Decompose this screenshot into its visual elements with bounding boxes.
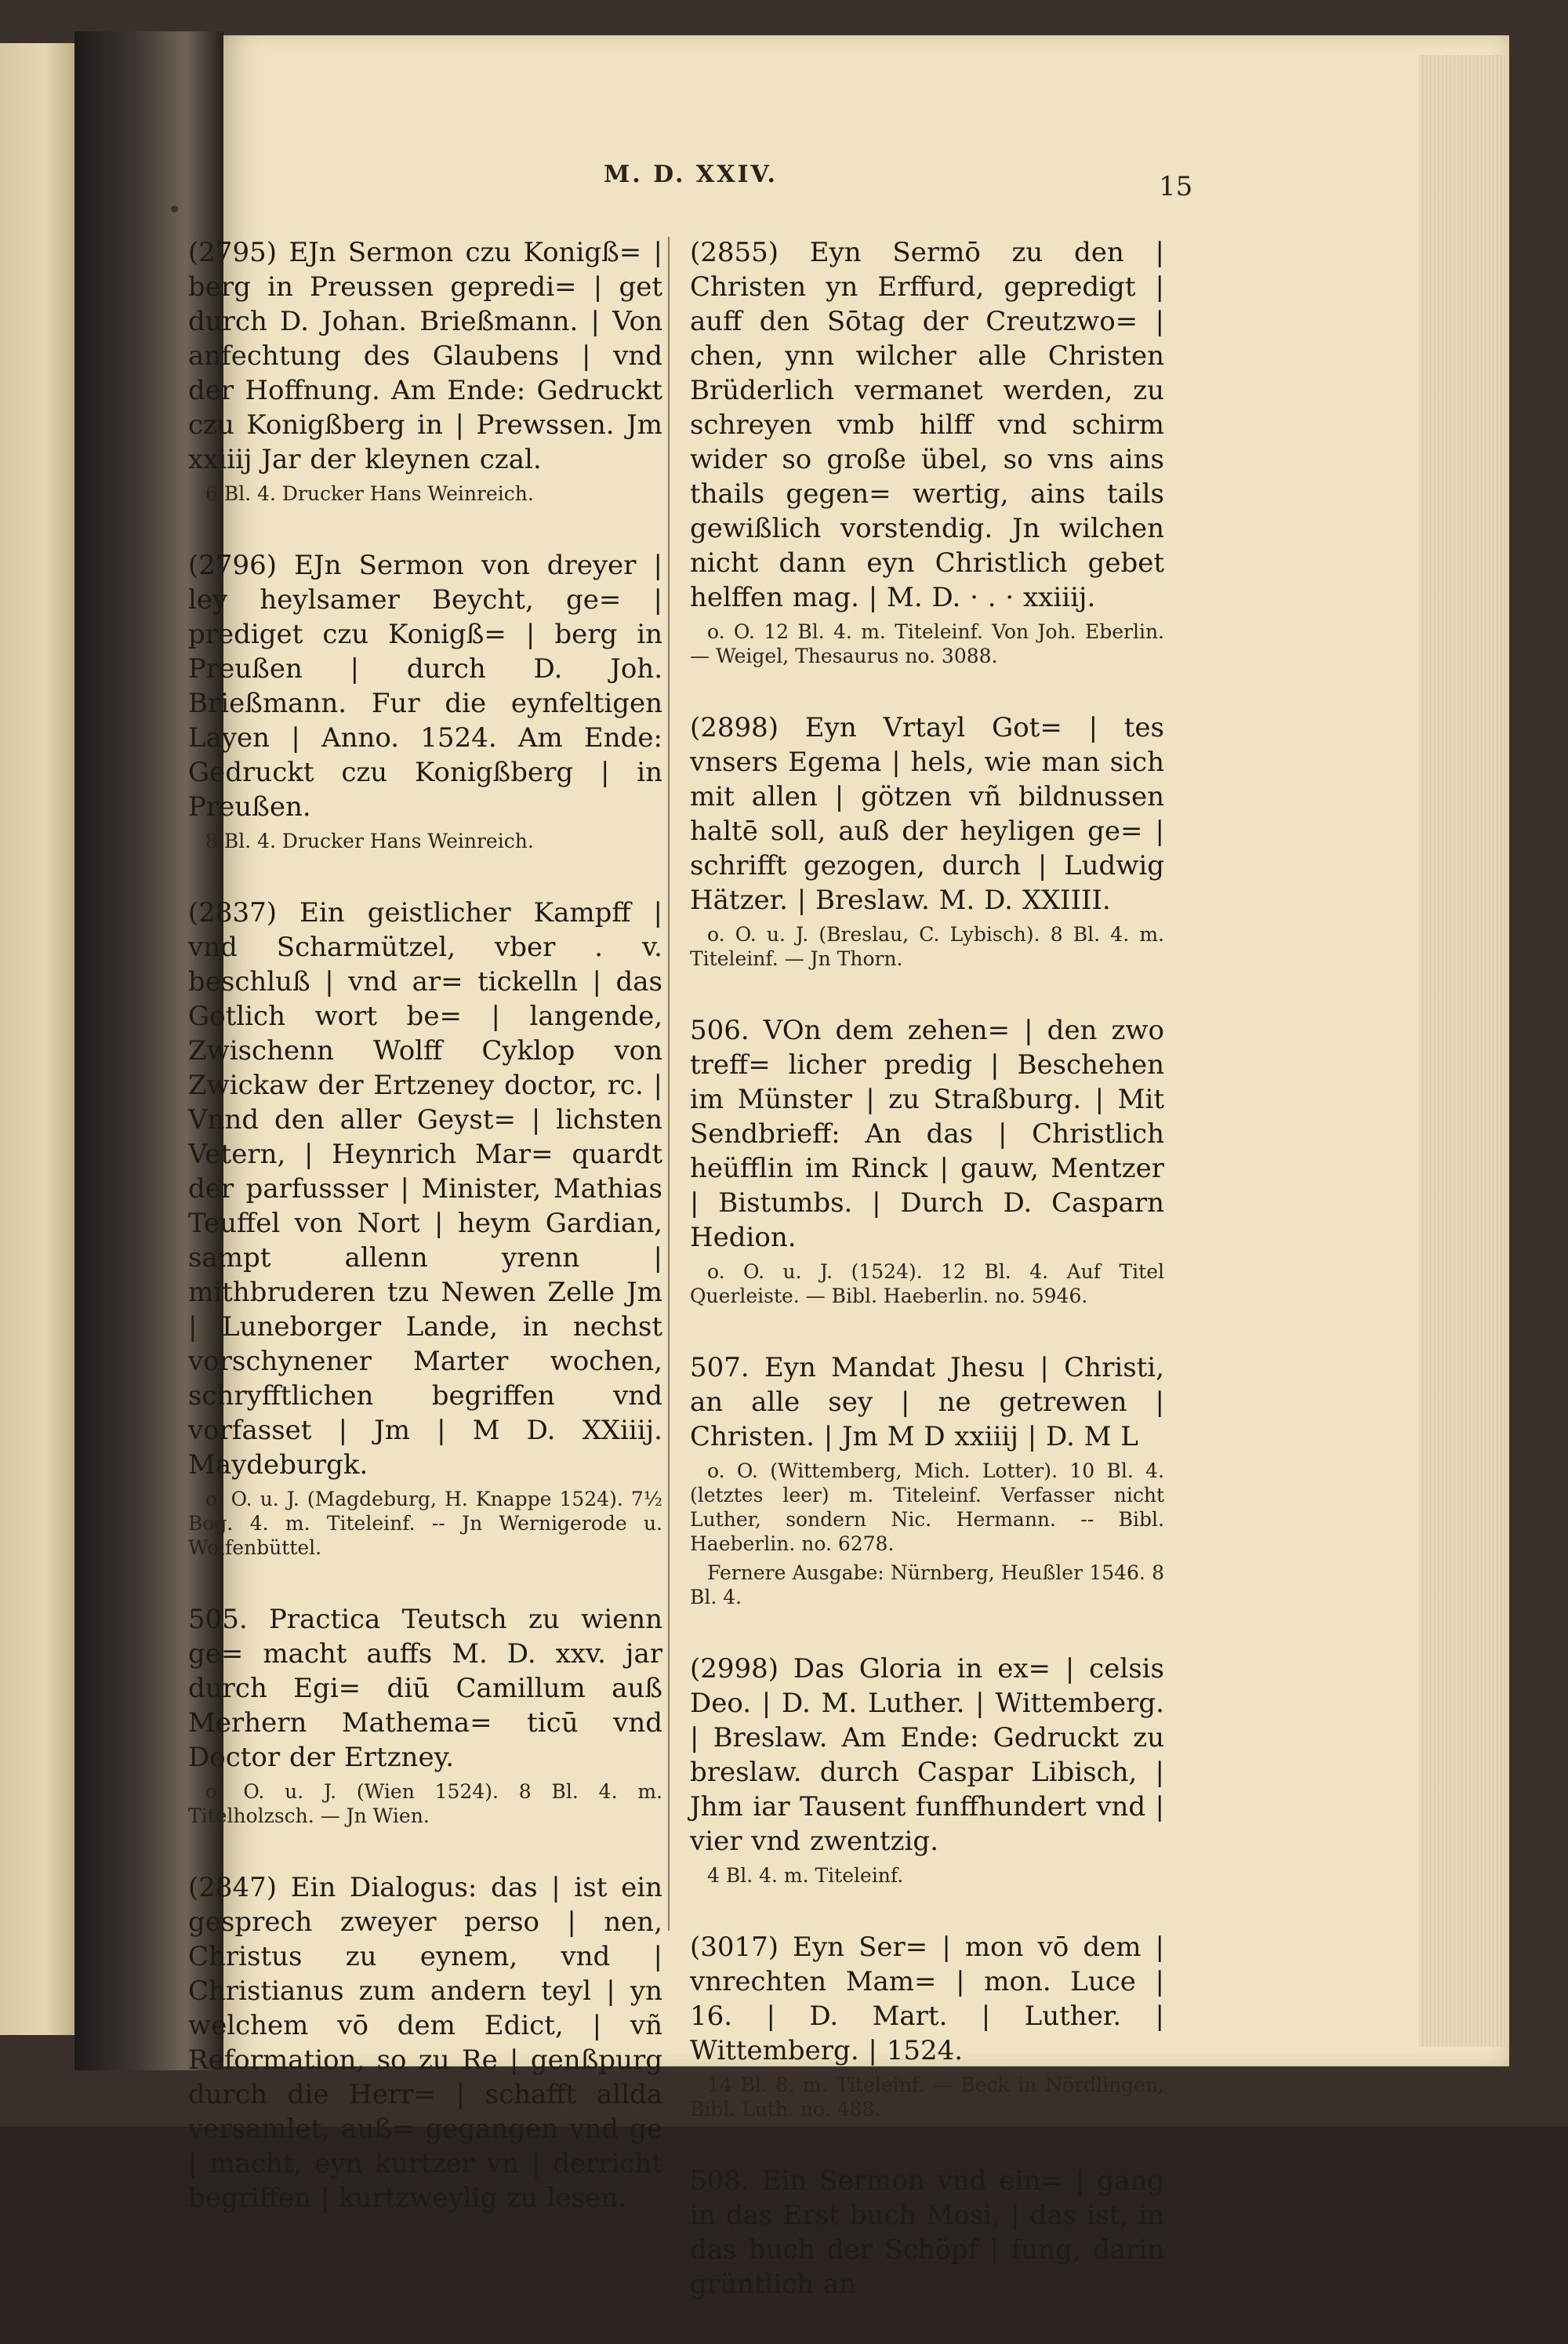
entry-note: o. O. 12 Bl. 4. m. Titeleinf. Von Joh. Eberlin. — Weigel, Thesaurus no. 3088.	[690, 620, 1164, 667]
page-edges	[1419, 55, 1505, 2047]
entry-text: 508. Ein Sermon vnd ein= | gang in das Erst buch Mosi, | das ist, in das buch der Schöpf | fung, darin grüntlich an	[690, 2165, 1164, 2300]
entry-506	[690, 1013, 1164, 1308]
entry-text: (2796) EJn Sermon von dreyer | ley heylsamer Beycht, ge= | prediget czu Konigß= | berg in Preußen | durch D. Joh. Brießmann. Fur die eynfeltigen Layen | Anno. 1524. Am Ende: Gedruckt czu Konigßberg | in Preußen.	[188, 550, 662, 823]
entry-text: (3017) Eyn Ser= | mon vō dem | vnrechten Mam= | mon. Luce | 16. | D. Mart. | Luther. | Wittemberg. | 1524.	[690, 1932, 1164, 2066]
ink-dot	[171, 205, 178, 213]
entry-505	[188, 1602, 662, 1828]
column-rule	[668, 237, 670, 1931]
entry-text: 507. Eyn Mandat Jhesu | Christi, an alle sey | ne getrewen | Christen. | Jm M D xxiiij | D. M L	[690, 1352, 1164, 1452]
entry-note: o. O. (Wittemberg, Mich. Lotter). 10 Bl. 4. (letztes leer) m. Titeleinf. Verfasser nicht Luther, sondern Nic. Hermann. -- Bibl. Haeberlin. no. 6278.	[690, 1459, 1164, 1555]
entry-507	[690, 1350, 1164, 1609]
running-title: M. D. XXIV.	[604, 161, 778, 188]
entry-note: o. O. u. J. (Magdeburg, H. Knappe 1524). 7½ Bog. 4. m. Titeleinf. -- Jn Wernigerode u. Wolfenbüttel.	[188, 1488, 662, 1559]
page-number: 15	[1159, 171, 1193, 202]
entry-note: 14 Bl. 8. m. Titeleinf. — Beck in Nördlingen, Bibl. Luth. no. 488.	[690, 2073, 1164, 2121]
entry-note: 6 Bl. 4. Drucker Hans Weinreich.	[205, 482, 534, 505]
entry-3017	[690, 1930, 1164, 2121]
entry-note: o. O. u. J. (Breslau, C. Lybisch). 8 Bl. 4. m. Titeleinf. — Jn Thorn.	[690, 923, 1164, 970]
entry-note: o. O. u. J. (1524). 12 Bl. 4. Auf Titel Querleiste. — Bibl. Haeberlin. no. 5946.	[690, 1260, 1164, 1307]
entry-508	[690, 2164, 1164, 2302]
entry-text: 505. Practica Teutsch zu wienn ge= macht auffs M. D. xxv. jar durch Egi= diū Camillum auß Merhern Mathema= ticū vnd Doctor der Ertzney.	[188, 1604, 662, 1773]
entry-2898	[690, 710, 1164, 971]
facing-page-edge	[0, 43, 74, 2035]
left-column	[188, 235, 662, 2311]
entry-note: 6 Bl. 4. m. Titeleinf. — Butsch, Cat. 129. no. 216.	[188, 2221, 662, 2268]
entry-text: (2898) Eyn Vrtayl Got= | tes vnsers Egema | hels, wie man sich mit allen | götzen vñ bildnussen haltē soll, auß der heyligen ge= | schrifft gezogen, durch | Ludwig Hätzer. | Breslaw. M. D. XXIIII.	[690, 712, 1164, 916]
entry-note: 8 Bl. 4. Drucker Hans Weinreich.	[205, 830, 534, 852]
entry-note-further-edition: Fernere Ausgabe: Nürnberg, Heußler 1546. 8 Bl. 4.	[690, 1561, 1164, 1608]
entry-2795	[188, 235, 662, 506]
entry-text: (2795) EJn Sermon czu Konigß= | berg in Preussen gepredi= | get durch D. Johan. Brießmann. | Von anfechtung des Glaubens | vnd der Hoffnung. Am Ende: Gedruckt czu Konigßberg in | Prewssen. Jm xxiiij Jar der kleynen czal.	[188, 237, 662, 475]
right-column	[690, 235, 1164, 2344]
entry-2855	[690, 235, 1164, 668]
entry-2998	[690, 1652, 1164, 1888]
entry-text: (2837) Ein geistlicher Kampff | vnd Scharmützel, vber . v. beschluß | vnd ar= tickelln | das Gotlich wort be= | langende, Zwischenn Wolff Cyklop von Zwickaw der Ertzeney doctor, rc. | Vnnd den aller Geyst= | lichsten Vetern, | Heynrich Mar= quardt der parfussser | Minister, Mathias Teuffel von Nort | heym Gardian, sampt allenn yrenn | mithbruderen tzu Newen Zelle Jm | Luneborger Lande, in nechst vorschynener Marter wochen, schryfftlichen begriffen vnd vorfasset | Jm | M D. XXiiij. Maydeburgk.	[188, 897, 662, 1481]
entry-text: (2855) Eyn Sermō zu den | Christen yn Erffurd, gepredigt | auff den Sōtag der Creutzwo= | chen, ynn wilcher alle Christen Brüderlich vermanet werden, zu schreyen vmb hilff vnd schirm wider so große übel, so vns ains thails gegen= wertig, ains tails gewißlich vorstendig. Jn wilchen nicht dann eyn Christlich gebet helffen mag. | M. D. · . · xxiiij.	[690, 237, 1164, 613]
entry-note: 4 Bl. 4. m. Titeleinf.	[707, 1864, 904, 1887]
entry-note: o. O. u. J. (Wien 1524). 8 Bl. 4. m. Titelholzsch. — Jn Wien.	[188, 1780, 662, 1827]
entry-2847	[188, 1870, 662, 2269]
entry-text: 506. VOn dem zehen= | den zwo treff= licher predig | Beschehen im Münster | zu Straßburg. | Mit Sendbrieff: An das | Christlich heüfflin im Rinck | gauw, Mentzer | Bistumbs. | Durch D. Casparn Hedion.	[690, 1015, 1164, 1253]
entry-2837	[188, 896, 662, 1560]
entry-text: (2847) Ein Dialogus: das | ist ein gesprech zweyer perso | nen, Christus zu eynem, vnd | Christianus zum andern teyl | yn welchem vō dem Edict, | vñ Reformation, so zu Re | genßpurg durch die Herr= | schafft allda versamlet, auß= gegangen vnd ge | macht, eyn kurtzer vn | derricht begriffen | kurtzweylig zu lesen.	[188, 1872, 662, 2214]
entry-text: (2998) Das Gloria in ex= | celsis Deo. | D. M. Luther. | Wittemberg. | Breslaw. Am Ende: Gedruckt zu breslaw. durch Caspar Libisch, | Jhm iar Tausent funffhundert vnd | vier vnd zwentzig.	[690, 1653, 1164, 1857]
entry-2796	[188, 548, 662, 853]
